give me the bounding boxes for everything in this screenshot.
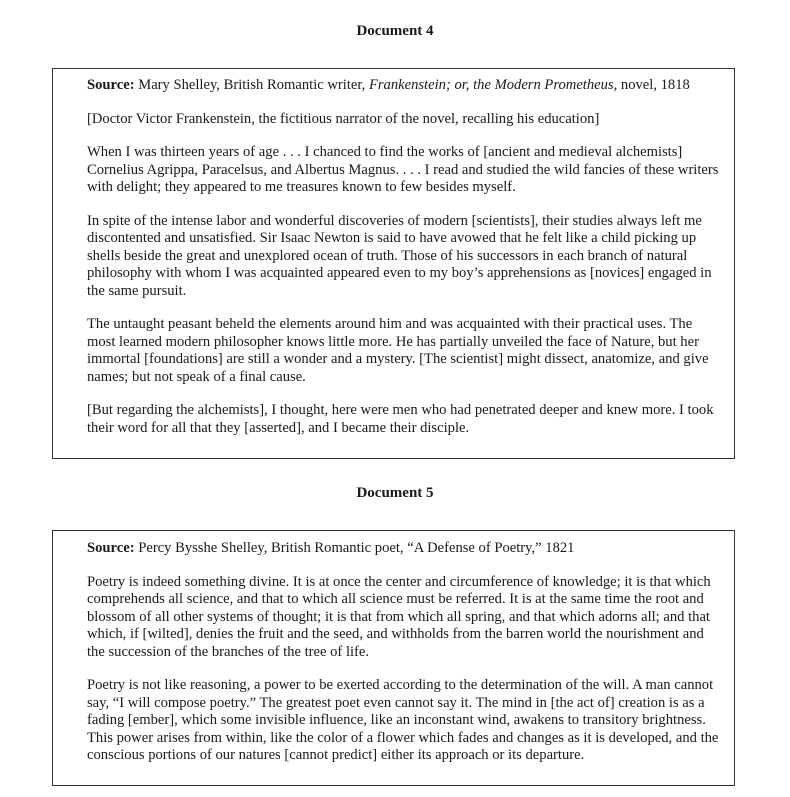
source-title: Frankenstein; or, the Modern Prometheus <box>368 77 614 93</box>
source-author: Mary Shelley, British Romantic writer, <box>138 77 369 93</box>
document-5-source <box>87 540 724 558</box>
source-detail: , novel, 1818 <box>613 77 690 93</box>
source-label: Source: <box>87 540 135 556</box>
document-4-paragraph-2: In spite of the intense labor and wonderful discoveries of modern [scientists], their studies always left me discontented and unsatisfied. Sir Isaac Newton is said to have avowed that he felt like a child picking up shells beside the great and unexplored ocean of truth. Those of his successors in each branch of natural philosophy with whom I was acquainted appeared even to my boy’s apprehensions as [novices] engaged in the same pursuit. <box>87 212 712 299</box>
document-5-heading: Document 5 <box>356 485 434 501</box>
document-4-heading: Document 4 <box>356 23 434 39</box>
document-5-paragraph-1: Poetry is indeed something divine. It is at once the center and circumference of knowledge; it is that which comprehends all science, and that to which all science must be referred. It is at the same time the root and blossom of all other systems of thought; it is that from which all spring, and that which adorns all; and that which, if [wilted], denies the fruit and the seed, and withholds from the barren world the nourishment and the succession of the branches of the tree of life. <box>87 573 711 660</box>
source-detail: Percy Bysshe Shelley, British Romantic poet, “A Defense of Poetry,” 1821 <box>138 540 575 556</box>
document-4-context: [Doctor Victor Frankenstein, the fictitious narrator of the novel, recalling his education] <box>87 110 600 127</box>
source-label: Source: <box>87 77 135 93</box>
document-4-paragraph-1: When I was thirteen years of age . . . I chanced to find the works of [ancient and medieval alchemists] Cornelius Agrippa, Paracelsus, and Albertus Magnus. . . . I read and studied the wild fancies of these writers with delight; they appeared to me treasures known to few besides myself. <box>87 144 719 195</box>
document-4-source <box>87 77 724 95</box>
document-4-paragraph-4: [But regarding the alchemists], I thought, here were men who had penetrated deeper and knew more. I took their word for all that they [asserted], and I became their disciple. <box>87 402 714 436</box>
document-5-box <box>52 530 735 786</box>
document-4-paragraph-3: The untaught peasant beheld the elements around him and was acquainted with their practical uses. The most learned modern philosopher knows little more. He has partially unveiled the face of Nature, but her immortal [foundations] are still a wonder and a mystery. [The scientist] might dissect, anatomize, and give names; but not speak of a final cause. <box>87 316 709 385</box>
document-5-paragraph-2: Poetry is not like reasoning, a power to be exerted according to the determination of the will. A man cannot say, “I will compose poetry.” The greatest poet even cannot say it. The mind in [the act of] creation is as a fading [ember], which some invisible influence, like an inconstant wind, awakens to transitory brightness. This power arises from within, like the color of a flower which fades and changes as it is developed, and the conscious portions of our natures [cannot predict] either its approach or its departure. <box>87 677 719 763</box>
document-4-box <box>52 68 735 459</box>
